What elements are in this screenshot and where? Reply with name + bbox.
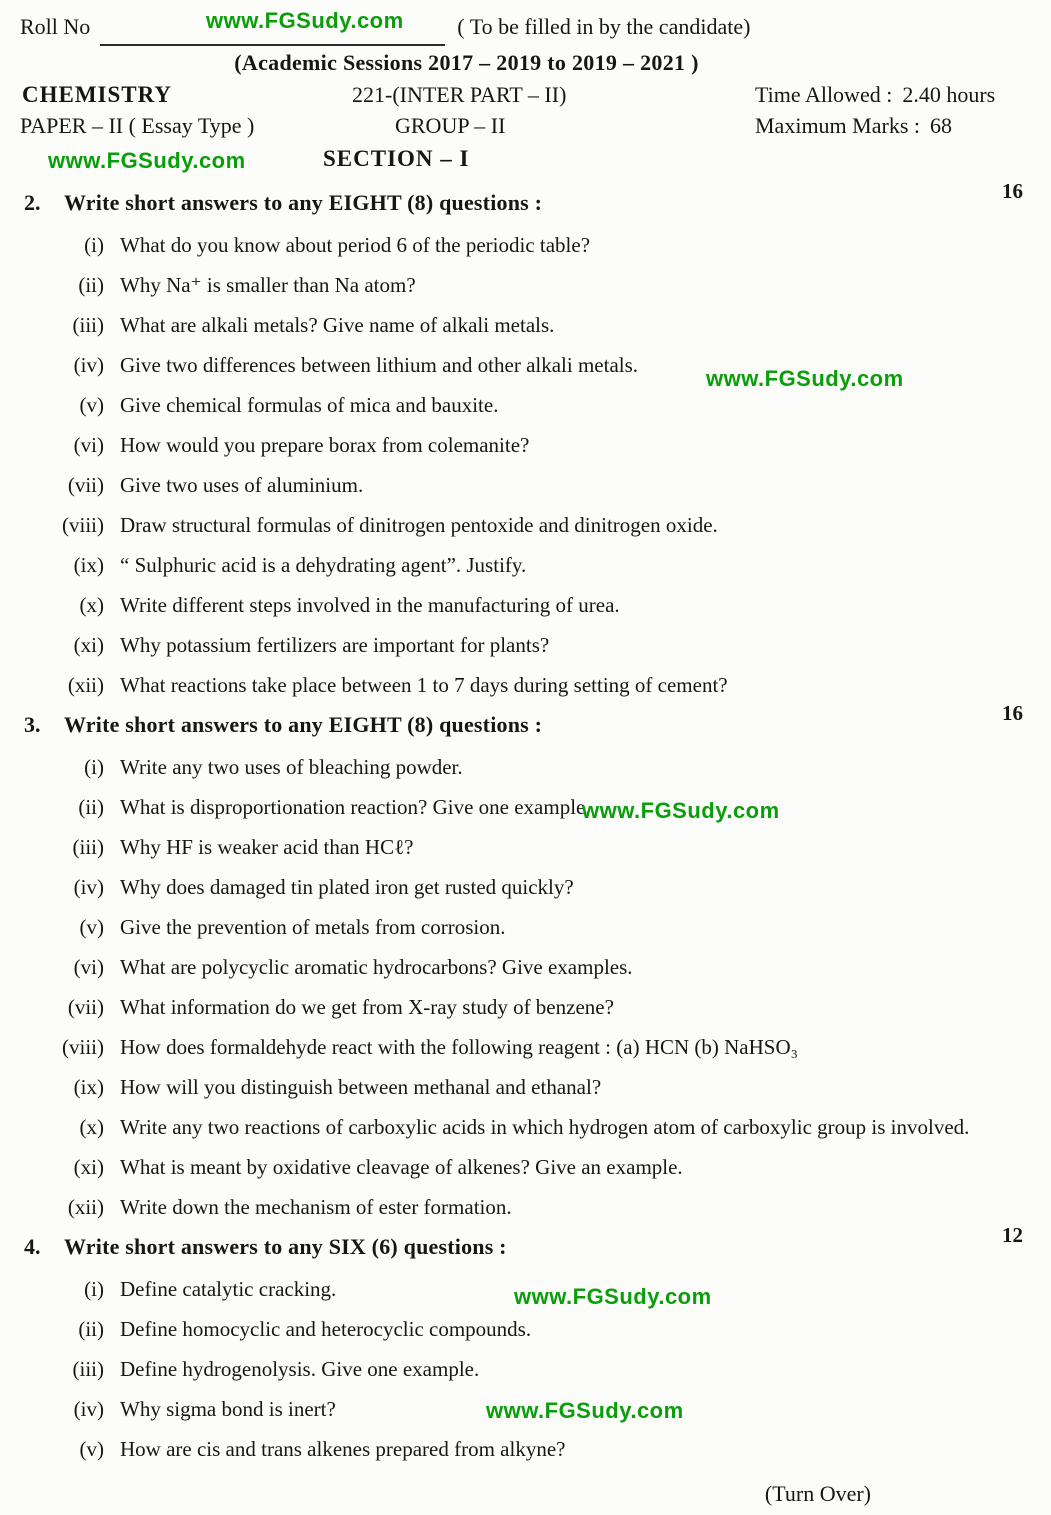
time-allowed: [755, 82, 995, 108]
item-text: How does formaldehyde react with the following reagent : (a) HCN (b) NaHSO₃: [120, 1035, 798, 1059]
question-item: [20, 432, 1023, 459]
item-text: How would you prepare borax from colemanite?: [120, 433, 530, 457]
item-label: (x): [79, 1115, 104, 1139]
watermark-question3: www.FGSudy.com: [582, 798, 780, 823]
item-label: (i): [84, 755, 104, 779]
item-text: What information do we get from X-ray study of benzene?: [120, 995, 614, 1019]
question-item: [20, 272, 1023, 299]
question-2: [20, 179, 1023, 699]
question-item: [20, 1356, 1023, 1383]
item-text: Define catalytic cracking.: [120, 1277, 337, 1301]
question-item: [20, 472, 1023, 499]
item-label: (v): [79, 1437, 104, 1461]
item-text: What are polycyclic aromatic hydrocarbons? Give examples.: [120, 955, 633, 979]
fill-in-note: ( To be filled in by the candidate): [457, 14, 751, 39]
item-label: (ii): [78, 273, 104, 297]
question-item: [20, 954, 1023, 981]
item-text: Draw structural formulas of dinitrogen pentoxide and dinitrogen oxide.: [120, 513, 718, 537]
item-text: Give two differences between lithium and other alkali metals.: [120, 353, 639, 377]
item-text: How will you distinguish between methanal and ethanal?: [120, 1075, 602, 1099]
item-text: How are cis and trans alkenes prepared from alkyne?: [120, 1437, 566, 1461]
time-allowed-label: Time Allowed :: [755, 82, 893, 107]
question-item: [20, 1074, 1023, 1101]
item-label: (vi): [73, 433, 104, 457]
watermark-top: www.FGSudy.com: [206, 8, 404, 33]
turn-over-note: (Turn Over): [764, 1481, 871, 1506]
question-item: [20, 1034, 1023, 1061]
subject-title: CHEMISTRY: [22, 82, 173, 107]
item-text: Write down the mechanism of ester formation.: [120, 1195, 512, 1219]
question-item: [20, 632, 1023, 659]
header-row-subject: [20, 82, 1023, 113]
question-item: [20, 754, 1023, 781]
item-label: (vii): [67, 473, 104, 497]
item-text: What reactions take place between 1 to 7 days during setting of cement?: [120, 673, 728, 697]
item-text: “ Sulphuric acid is a dehydrating agent”. Justify.: [120, 553, 527, 577]
header-row-paper: [20, 113, 1023, 144]
time-allowed-value: 2.40 hours: [902, 82, 996, 107]
question-item: [20, 1316, 1023, 1343]
item-label: (vii): [67, 995, 104, 1019]
item-text: What do you know about period 6 of the periodic table?: [120, 233, 591, 257]
question-item: [20, 1154, 1023, 1181]
question-marks: 12: [1002, 1223, 1023, 1247]
item-text: Give the prevention of metals from corrosion.: [120, 915, 506, 939]
question-number: 2.: [24, 190, 41, 215]
item-text: Why potassium fertilizers are important for plants?: [120, 633, 550, 657]
item-label: (ii): [78, 1317, 104, 1341]
paper-code: 221-(INTER PART – II): [352, 82, 567, 107]
question-item: [20, 232, 1023, 259]
item-text: Write any two uses of bleaching powder.: [120, 755, 463, 779]
item-text: Define homocyclic and heterocyclic compounds.: [120, 1317, 532, 1341]
question-item: [20, 512, 1023, 539]
question-heading: Write short answers to any EIGHT (8) questions :: [64, 190, 543, 215]
item-label: (i): [84, 233, 104, 257]
item-label: (iii): [72, 313, 104, 337]
question-number: 4.: [24, 1234, 41, 1259]
item-text: Why HF is weaker acid than HCℓ?: [120, 835, 414, 859]
watermark-question2: www.FGSudy.com: [706, 366, 904, 391]
item-label: (xii): [67, 1195, 104, 1219]
max-marks: [755, 113, 952, 139]
question-4: [20, 1223, 1023, 1463]
item-label: (iv): [73, 1397, 104, 1421]
question-heading-row: [20, 179, 1023, 216]
roll-no-row: [20, 14, 1023, 50]
item-label: (vi): [73, 955, 104, 979]
item-text: Write any two reactions of carboxylic acids in which hydrogen atom of carboxylic group is involved.: [120, 1115, 970, 1139]
item-text: Define hydrogenolysis. Give one example.: [120, 1357, 480, 1381]
question-item: [20, 874, 1023, 901]
question-item: [20, 834, 1023, 861]
academic-sessions: (Academic Sessions 2017 – 2019 to 2019 – 2021 ): [234, 50, 699, 75]
max-marks-label: Maximum Marks :: [755, 113, 920, 138]
item-label: (x): [79, 593, 104, 617]
item-text: What is meant by oxidative cleavage of alkenes? Give an example.: [120, 1155, 683, 1179]
item-text: Write different steps involved in the manufacturing of urea.: [120, 593, 620, 617]
question-3: [20, 701, 1023, 1221]
item-label: (viii): [62, 1035, 104, 1059]
item-label: (viii): [62, 513, 104, 537]
question-marks: 16: [1002, 701, 1023, 725]
question-item: [20, 994, 1023, 1021]
question-item: [20, 794, 1023, 821]
roll-no-label: Roll No: [20, 14, 91, 39]
section-title: SECTION – I: [323, 146, 470, 171]
item-label: (ii): [78, 795, 104, 819]
item-text: What is disproportionation reaction? Give one example.: [120, 795, 591, 819]
item-label: (xii): [67, 673, 104, 697]
item-text: Give two uses of aluminium.: [120, 473, 364, 497]
question-heading: Write short answers to any EIGHT (8) questions :: [64, 712, 543, 737]
question-item: [20, 1194, 1023, 1221]
item-label: (v): [79, 393, 104, 417]
item-text: Why sigma bond is inert?: [120, 1397, 336, 1421]
question-heading-row: [20, 701, 1023, 738]
item-label: (iv): [73, 353, 104, 377]
paper-type: PAPER – II ( Essay Type ): [20, 113, 255, 138]
item-label: (xi): [73, 633, 104, 657]
question-item: [20, 1114, 1023, 1141]
question-item: [20, 914, 1023, 941]
question-heading-row: [20, 1223, 1023, 1260]
item-label: (i): [84, 1277, 104, 1301]
group-title: GROUP – II: [395, 113, 506, 138]
question-marks: 16: [1002, 179, 1023, 203]
item-label: (iii): [72, 1357, 104, 1381]
item-label: (v): [79, 915, 104, 939]
question-heading: Write short answers to any SIX (6) questions :: [64, 1234, 507, 1259]
item-text: Why does damaged tin plated iron get rusted quickly?: [120, 875, 574, 899]
question-item: [20, 1436, 1023, 1463]
section-row: [20, 144, 1023, 182]
question-item: [20, 672, 1023, 699]
item-text: Why Na⁺ is smaller than Na atom?: [120, 273, 416, 297]
watermark-question4b: www.FGSudy.com: [486, 1398, 684, 1423]
question-item: [20, 552, 1023, 579]
question-item: [20, 392, 1023, 419]
item-text: What are alkali metals? Give name of alkali metals.: [120, 313, 555, 337]
question-item: [20, 592, 1023, 619]
question-item: [20, 312, 1023, 339]
item-text: Give chemical formulas of mica and bauxite.: [120, 393, 499, 417]
item-label: (iii): [72, 835, 104, 859]
watermark-question4a: www.FGSudy.com: [514, 1284, 712, 1309]
max-marks-value: 68: [930, 113, 952, 138]
item-label: (ix): [73, 1075, 104, 1099]
item-label: (ix): [73, 553, 104, 577]
question-number: 3.: [24, 712, 41, 737]
watermark-section: www.FGSudy.com: [48, 148, 246, 173]
item-label: (iv): [73, 875, 104, 899]
item-label: (xi): [73, 1155, 104, 1179]
